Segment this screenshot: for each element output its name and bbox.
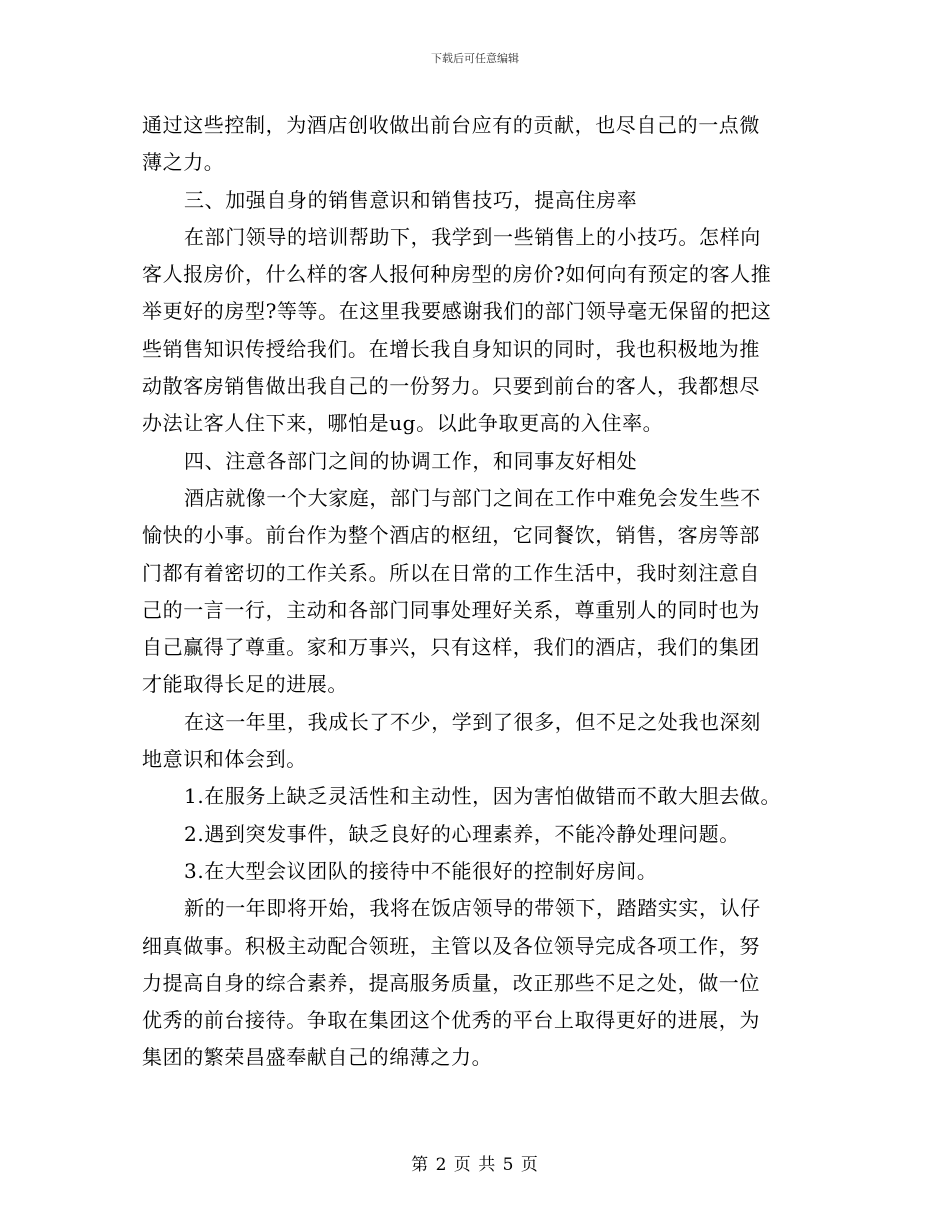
text-line: 集团的繁荣昌盛奉献自己的绵薄之力。	[142, 1045, 493, 1070]
text-line: 愉快的小事。前台作为整个酒店的枢纽，它同餐饮，销售，客房等部	[142, 523, 760, 548]
text-line: 举更好的房型?等等。在这里我要感谢我们的部门领导毫无保留的把这	[142, 299, 772, 324]
text-line: 四、注意各部门之间的协调工作，和同事友好相处	[184, 448, 638, 473]
text-line: 己的一言一行，主动和各部门同事处理好关系，尊重别人的同时也为	[142, 597, 760, 622]
text-line: 1.在服务上缺乏灵活性和主动性，因为害怕做错而不敢大胆去做。	[184, 784, 782, 809]
text-line: 3.在大型会议团队的接待中不能很好的控制好房间。	[184, 858, 658, 883]
text-line: 2.遇到突发事件，缺乏良好的心理素养，不能冷静处理问题。	[184, 821, 740, 846]
text-line: 才能取得长足的进展。	[142, 672, 348, 697]
text-line: 优秀的前台接待。争取在集团这个优秀的平台上取得更好的进展，为	[142, 1008, 760, 1033]
text-line: 力提高自身的综合素养，提高服务质量，改正那些不足之处，做一位	[142, 970, 760, 995]
text-line: 门都有着密切的工作关系。所以在日常的工作生活中，我时刻注意自	[142, 560, 760, 585]
text-line: 薄之力。	[142, 150, 225, 175]
text-line: 客人报房价，什么样的客人报何种房型的房价?如何向有预定的客人推	[142, 262, 772, 287]
text-line: 细真做事。积极主动配合领班，主管以及各位领导完成各项工作，努	[142, 933, 760, 958]
page-number-footer: 第 2 页 共 5 页	[411, 1155, 539, 1175]
text-line: 自己赢得了尊重。家和万事兴，只有这样，我们的酒店，我们的集团	[142, 635, 760, 660]
text-line: 通过这些控制，为酒店创收做出前台应有的贡献，也尽自己的一点微	[142, 113, 760, 137]
text-line: 办法让客人住下来，哪怕是ug。以此争取更高的入住率。	[142, 411, 664, 436]
text-line: 动散客房销售做出我自己的一份努力。只要到前台的客人，我都想尽	[142, 374, 760, 399]
text-line: 新的一年即将开始，我将在饭店领导的带领下，踏踏实实，认仔	[184, 896, 761, 921]
text-line: 三、加强自身的销售意识和销售技巧，提高住房率	[184, 187, 638, 212]
text-line: 在这一年里，我成长了不少，学到了很多，但不足之处我也深刻	[184, 709, 761, 734]
text-line: 在部门领导的培训帮助下，我学到一些销售上的小技巧。怎样向	[184, 224, 761, 249]
text-line: 酒店就像一个大家庭，部门与部门之间在工作中难免会发生些不	[184, 485, 761, 510]
text-line: 些销售知识传授给我们。在增长我自身知识的同时，我也积极地为推	[142, 336, 760, 361]
page-header: 下载后可任意编辑	[431, 52, 519, 65]
document-body	[142, 107, 822, 1077]
text-line: 地意识和体会到。	[142, 747, 307, 772]
